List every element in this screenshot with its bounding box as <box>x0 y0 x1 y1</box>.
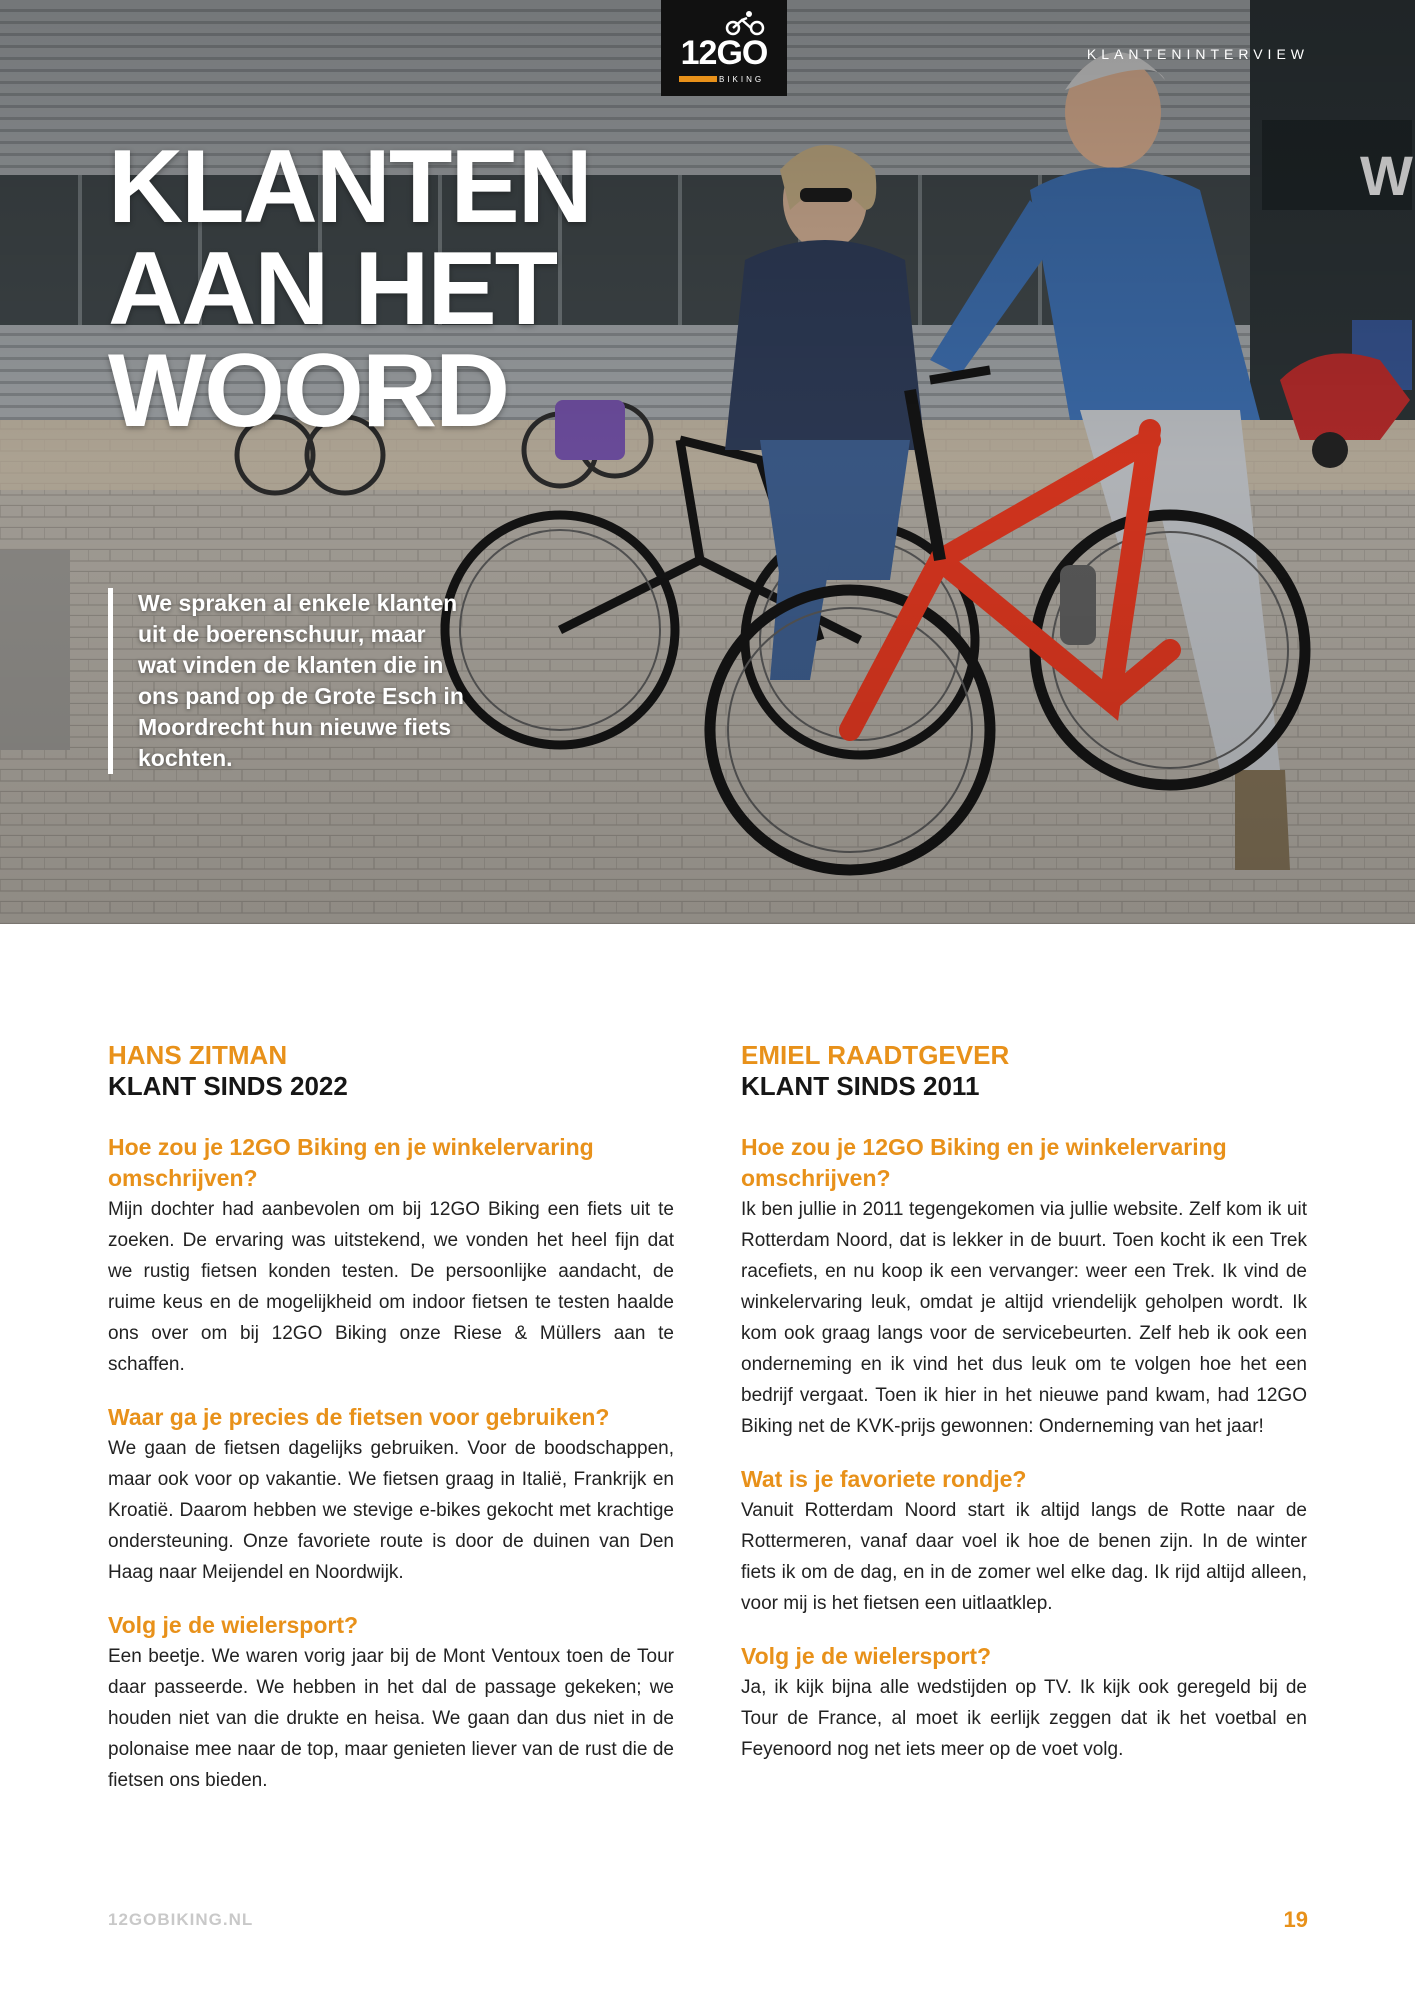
hero-title-line-2: AAN HET <box>108 231 557 347</box>
brand-logo <box>661 0 787 96</box>
hero-title-line-3: WOORD <box>108 333 509 449</box>
customer-name: EMIEL RAADTGEVER <box>741 1040 1010 1070</box>
page-number: 19 <box>1283 1907 1308 1932</box>
question: Waar ga je precies de fietsen voor gebruiken? <box>108 1404 610 1430</box>
section-label: KLANTENINTERVIEW <box>1086 46 1309 62</box>
hero-title-line-1: KLANTEN <box>108 129 591 245</box>
logo-subtext: BIKING <box>719 75 765 84</box>
cyclist-icon <box>725 10 765 36</box>
logo-wordmark: 12GO <box>680 34 768 72</box>
question: Volg je de wielersport? <box>741 1643 992 1669</box>
customer-name: HANS ZITMAN <box>108 1040 288 1070</box>
question: Volg je de wielersport? <box>108 1612 359 1638</box>
customer-since: KLANT SINDS 2011 <box>741 1071 980 1101</box>
hero-photo <box>0 0 1415 924</box>
footer-website: 12GOBIKING.NL <box>108 1910 254 1929</box>
interview-right-column <box>741 1040 1307 1787</box>
question: Hoe zou je 12GO Biking en je winkelervaring omschrijven? <box>741 1134 1227 1191</box>
answer: Ja, ik kijk bijna alle wedstijden op TV. Ik kijk ook geregeld bij de Tour de France, al moet ik eerlijk zeggen dat ik het voetbal en Feyenoord nog net iets meer op de voet volg. <box>741 1677 1307 1760</box>
answer: Vanuit Rotterdam Noord start ik altijd langs de Rotte naar de Rottermeren, vanaf daar voel ik hoe de benen zijn. In de winter fiets ik om de dag, en in de zomer wel elke dag. Ik rijd altijd alleen, voor mij is het fietsen een uitlaatklep. <box>741 1500 1307 1614</box>
answer: Ik ben jullie in 2011 tegengekomen via jullie website. Zelf kom ik uit Rotterdam Noord, dat is lekker in de buurt. Toen kocht ik een Trek racefiets, en nu koop ik een vervanger: weer een Trek. Ik vind de winkelervaring leuk, omdat je altijd vriendelijk geholpen wordt. Ik kom ook graag langs voor de servicebeurten. Zelf heb ik ook een onderneming en ik vind het dus leuk om te volgen hoe het een bedrijf vergaat. Toen ik hier in het nieuwe pand kwam, had 12GO Biking net de KVK-prijs gewonnen: Onderneming van het jaar! <box>741 1199 1307 1437</box>
hero-title <box>108 129 668 449</box>
intro-text: We spraken al enkele klanten uit de boerenschuur, maar wat vinden de klanten die in ons pand op de Grote Esch in Moordrecht hun nieuwe fiets kochten. <box>108 588 468 774</box>
interview-left-column <box>108 1040 674 1818</box>
question: Hoe zou je 12GO Biking en je winkelervaring omschrijven? <box>108 1134 594 1191</box>
answer: Mijn dochter had aanbevolen om bij 12GO Biking een fiets uit te zoeken. De ervaring was uitstekend, we vonden het heel fijn dat we rustig fietsen konden testen. De persoonlijke aandacht, de ruime keus en de mogelijkheid om indoor fietsen te testen haalde ons over om bij 12GO Biking onze Riese & Müllers aan te schaffen. <box>108 1199 674 1375</box>
answer: Een beetje. We waren vorig jaar bij de Mont Ventoux toen de Tour daar passeerde. We hebben in het dal de passage gekeken; we houden niet van die drukte en heisa. We gaan dan dus niet in de polonaise mee naar de top, maar genieten liever van de rust die de fietsen ons bieden. <box>108 1646 674 1791</box>
customer-since: KLANT SINDS 2022 <box>108 1071 348 1101</box>
question: Wat is je favoriete rondje? <box>741 1466 1027 1492</box>
logo-accent-bar <box>679 76 717 82</box>
answer: We gaan de fietsen dagelijks gebruiken. Voor de boodschappen, maar ook voor op vakantie. We fietsen graag in Italië, Frankrijk en Kroatië. Daarom hebben we stevige e-bikes gekocht met krachtige ondersteuning. Onze favoriete route is door de duinen van Den Haag naar Meijendel en Noordwijk. <box>108 1438 674 1583</box>
